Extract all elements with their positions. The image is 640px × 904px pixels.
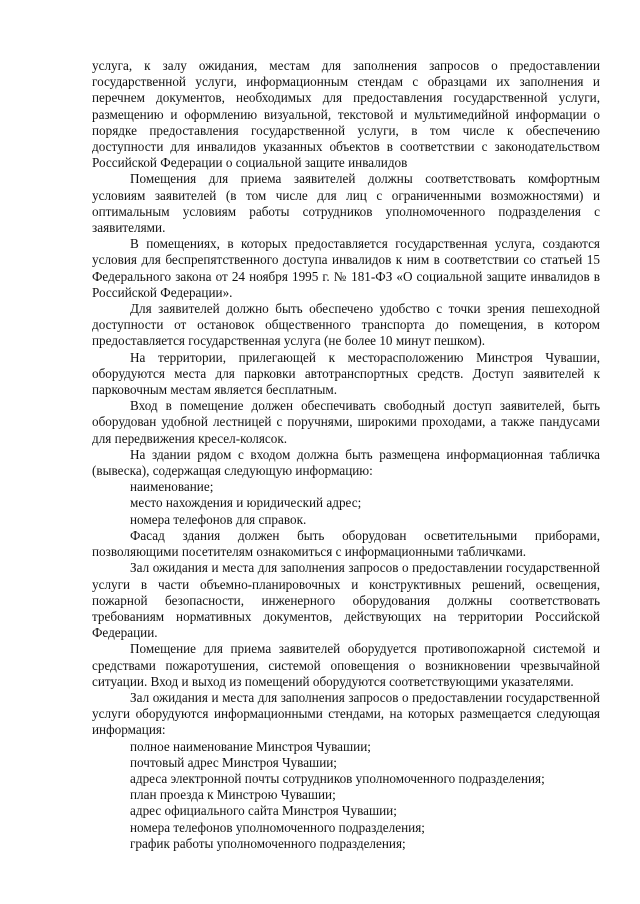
paragraph-information-sign: На здании рядом с входом должна быть размещена информационная табличка (вывеска), содержащая следующую информацию: <box>92 446 600 479</box>
sign-list-item: место нахождения и юридический адрес; <box>130 495 362 511</box>
paragraph-disabled-access: В помещениях, в которых предоставляется государственная услуга, создаются условия для беспрепятственного доступа инвалидов к ним в соответствии со статьей 15 Федерального закона от 24 ноября 1995 г. № 181-ФЗ «О социальной защите инвалидов в Российской Федерации». <box>92 236 600 300</box>
stand-list-item: план проезда к Минстрою Чувашии; <box>130 787 336 803</box>
sign-list-item: наименование; <box>130 479 214 495</box>
paragraph-information-stands: Зал ожидания и места для заполнения запросов о предоставлении государственной услуги оборудуются информационными стендами, на которых размещается следующая информация: <box>92 689 600 738</box>
document-page <box>92 58 600 852</box>
stand-list-item: полное наименование Минстроя Чувашии; <box>130 738 371 754</box>
stand-list-item: адреса электронной почты сотрудников уполномоченного подразделения; <box>130 770 545 786</box>
paragraph-fire-safety: Помещение для приема заявителей оборудуется противопожарной системой и средствами пожаротушения, системой оповещения о возникновении чрезвычайной ситуации. Вход и выход из помещений оборудуются соответствующими указателями. <box>92 641 600 689</box>
stand-list-item: номера телефонов уполномоченного подразделения; <box>130 819 425 835</box>
paragraph-pedestrian-access: Для заявителей должно быть обеспечено удобство с точки зрения пешеходной доступности от остановок общественного транспорта до помещения, в котором предоставляется государственная услуга (не более 10 минут пешком). <box>92 301 600 349</box>
stand-list-item: почтовый адрес Минстроя Чувашии; <box>130 754 337 770</box>
stand-list-item: график работы уполномоченного подразделения; <box>130 835 406 851</box>
paragraph-waiting-hall-standards: Зал ожидания и места для заполнения запросов о предоставлении государственной услуги в части объемно-планировочных и конструктивных решений, освещения, пожарной безопасности, инженерного оборудования должны соответствовать требованиям нормативных документов, действующих на территории Российской Федерации. <box>92 560 600 641</box>
paragraph-facade-lighting: Фасад здания должен быть оборудован осветительными приборами, позволяющими посетителям ознакомиться с информационными табличками. <box>92 527 600 560</box>
sign-list-item: номера телефонов для справок. <box>130 511 307 527</box>
paragraph-reception-premises: Помещения для приема заявителей должны соответствовать комфортным условиям заявителей (в том числе для лиц с ограниченными возможностями) и оптимальным условиям работы сотрудников уполномоченного подразделения с заявителями. <box>92 171 600 236</box>
paragraph-parking: На территории, прилегающей к месторасположению Минстроя Чувашии, оборудуются места для парковки автотранспортных средств. Доступ заявителей к парковочным местам является бесплатным. <box>92 349 600 398</box>
stand-list-item: адрес официального сайта Минстроя Чувашии; <box>130 803 397 819</box>
paragraph-facility-requirements: услуга, к залу ожидания, местам для заполнения запросов о предоставлении государственной услуги, информационным стендам с образцами их заполнения и перечнем документов, необходимых для предоставления государственной услуги, размещению и оформлению визуальной, текстовой и мультимедийной информации о порядке предоставления государственной услуги, в том числе к обеспечению доступности для инвалидов указанных объектов в соответствии с законодательством Российской Федерации о социальной защите инвалидов <box>92 58 600 171</box>
paragraph-entrance: Вход в помещение должен обеспечивать свободный доступ заявителей, быть оборудован удобной лестницей с поручнями, широкими проходами, а также пандусами для передвижения кресел-колясок. <box>92 398 600 446</box>
